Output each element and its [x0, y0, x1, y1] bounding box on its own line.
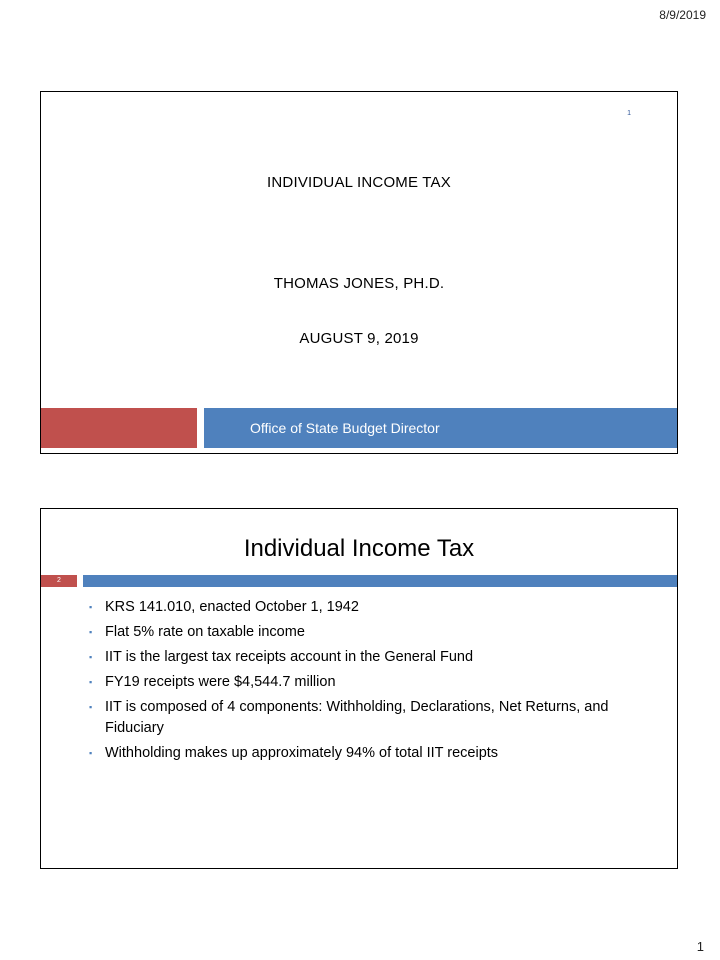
bullet-icon: ▪ — [89, 702, 93, 712]
slide-1 — [40, 91, 678, 454]
slide-title: INDIVIDUAL INCOME TAX — [267, 174, 451, 191]
slide-2 — [40, 508, 678, 869]
bullet-item — [89, 672, 637, 693]
bullet-item — [89, 622, 637, 643]
page-number: 1 — [696, 939, 704, 954]
slide-title: Individual Income Tax — [243, 535, 475, 562]
divider-blue-bar — [83, 575, 677, 587]
slide-number: 2 — [41, 575, 77, 587]
slide-number: 1 — [627, 110, 631, 117]
bullet-text: IIT is composed of 4 components: Withholding, Declarations, Net Returns, and Fiduciary — [105, 699, 609, 736]
bullet-icon: ▪ — [89, 652, 93, 662]
bullet-item — [89, 647, 637, 668]
bullet-item — [89, 743, 637, 764]
bullet-text: FY19 receipts were $4,544.7 million — [105, 674, 336, 690]
footer-red-block — [41, 408, 197, 448]
bullet-icon: ▪ — [89, 602, 93, 612]
presentation-date: AUGUST 9, 2019 — [299, 330, 419, 347]
bullet-icon: ▪ — [89, 748, 93, 758]
bullet-item — [89, 697, 637, 739]
presenter-name: THOMAS JONES, PH.D. — [273, 275, 445, 292]
bullet-list — [89, 597, 637, 768]
bullet-icon: ▪ — [89, 677, 93, 687]
bullet-icon: ▪ — [89, 627, 93, 637]
page-date: 8/9/2019 — [659, 8, 706, 22]
bullet-text: Flat 5% rate on taxable income — [105, 624, 305, 640]
bullet-text: KRS 141.010, enacted October 1, 1942 — [105, 599, 359, 615]
bullet-text: IIT is the largest tax receipts account in the General Fund — [105, 649, 474, 665]
title-divider-bar — [41, 575, 677, 587]
bullet-text: Withholding makes up approximately 94% of total IIT receipts — [105, 745, 499, 761]
footer-office-label: Office of State Budget Director — [204, 408, 677, 448]
slide-footer — [41, 408, 677, 448]
bullet-item — [89, 597, 637, 618]
